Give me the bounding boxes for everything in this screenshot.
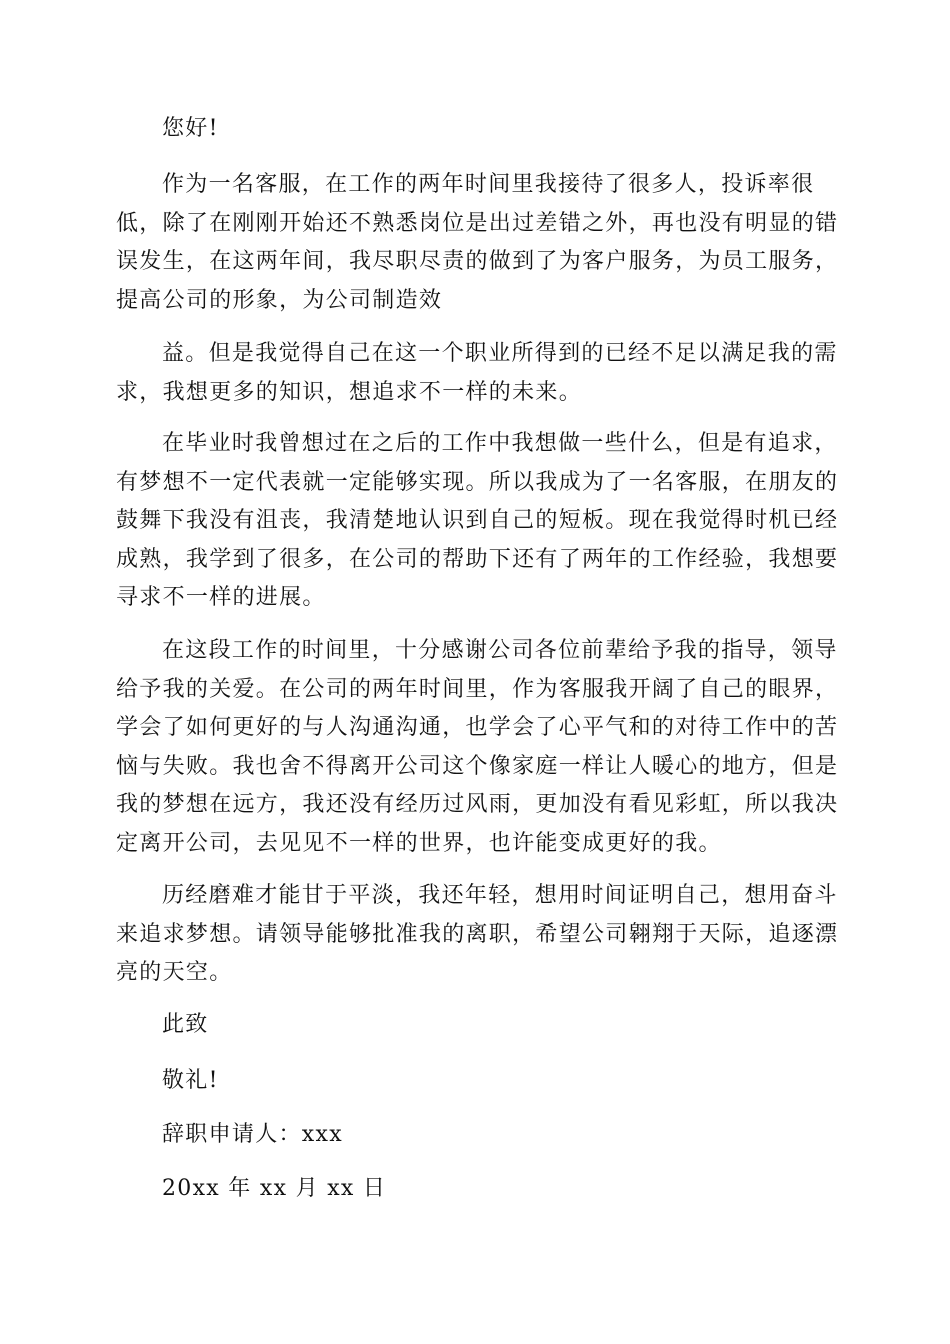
letter-closing-1: 此致 — [162, 1012, 209, 1037]
letter-greeting: 您好! — [162, 116, 219, 141]
letter-date: 20xx 年 xx 月 xx 日 — [162, 1176, 387, 1201]
letter-paragraph-3: 在毕业时我曾想过在之后的工作中我想做一些什么，但是有追求，有梦想不一定代表就一定能够实现。所以我成为了一名客服，在朋友的鼓舞下我没有沮丧，我清楚地认识到自己的短板。现在我觉得时机已经成熟，我学到了很多，在公司的帮助下还有了两年的工作经验，我想要寻求不一样的进展。 — [116, 431, 839, 610]
letter-paragraph-4: 在这段工作的时间里，十分感谢公司各位前辈给予我的指导，领导给予我的关爱。在公司的两年时间里，作为客服我开阔了自己的眼界，学会了如何更好的与人沟通沟通，也学会了心平气和的对待工作中的苦恼与失败。我也舍不得离开公司这个像家庭一样让人暖心的地方，但是我的梦想在远方，我还没有经历过风雨，更加没有看见彩虹，所以我决定离开公司，去见见不一样的世界，也许能变成更好的我。 — [116, 638, 839, 856]
letter-signature: 辞职申请人：xxx — [162, 1122, 343, 1147]
letter-paragraph-5: 历经磨难才能甘于平淡，我还年轻，想用时间证明自己，想用奋斗来追求梦想。请领导能够批准我的离职，希望公司翱翔于天际，追逐漂亮的天空。 — [116, 883, 839, 985]
letter-paragraph-1: 作为一名客服，在工作的两年时间里我接待了很多人，投诉率很低，除了在刚刚开始还不熟悉岗位是出过差错之外，再也没有明显的错误发生，在这两年间，我尽职尽责的做到了为客户服务，为员工服务，提高公司的形象，为公司制造效 — [116, 172, 839, 313]
letter-paragraph-2: 益。但是我觉得自己在这一个职业所得到的已经不足以满足我的需求，我想更多的知识，想追求不一样的未来。 — [116, 341, 838, 405]
letter-closing-2: 敬礼! — [162, 1068, 219, 1093]
